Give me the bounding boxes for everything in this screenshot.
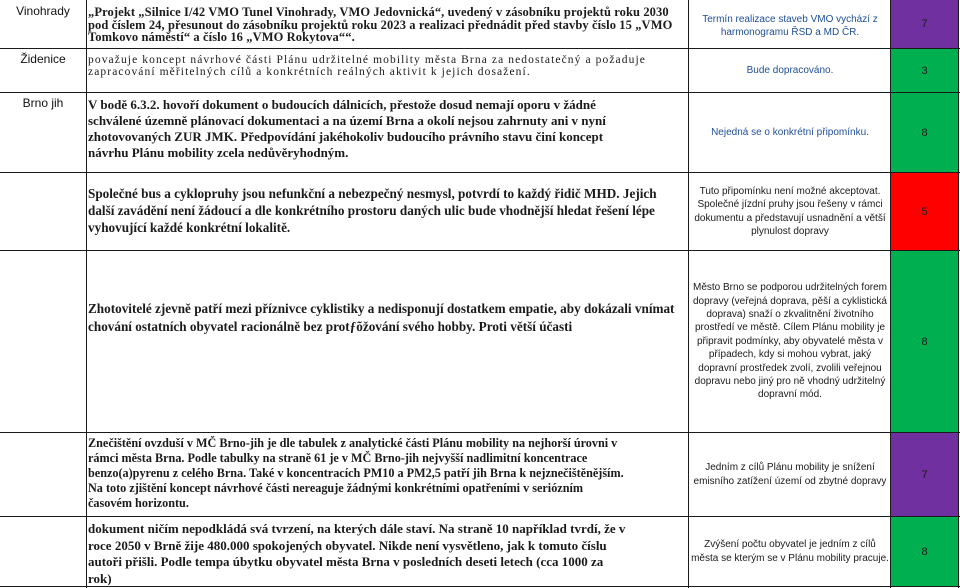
response-text: Bude dopracováno. [746,64,834,76]
comment-scan: „Projekt „Silnice I/42 VMO Tunel Vinohrady, VMO Jedovnická“, uvedený v zásobníku projektů roku 2030 pod číslem 24, přesunout do zásobníku projektů roku 2023 a realizaci přednádit před stavby číslo 15 „VMO Tomkovo náměstí“ a číslo 16 „VMO Rokytova““. [88,6,688,46]
municipality-label: Brno jih [22,96,64,110]
comment-scan: dokument ničím nepodkládá svá tvrzení, na kterých dále staví. Na straně 10 například tvrdí, že v roce 2050 v Brně žije 480.000 spokojených obyvatel. Nikde není vysvětleno, jak k tomuto číslu autoři přišli. Podle tempa úbytku obyvatel města Brna v posledních deseti letech (cca 1000 za rok) [88,521,628,585]
score-cell: 3 [891,49,958,92]
municipality-label: Vinohrady [16,4,70,18]
score-cell: 8 [891,517,958,586]
column-divider [958,0,959,588]
score-cell: 7 [891,433,958,516]
response-text: Tuto připomínku není možné akceptovat. Společné jízdní pruhy jsou řešeny v rámci dokumentu a představují usnadnění a větší plynulost dopravy [694,185,886,237]
comment-scan: považuje koncept návrhové části Plánu udržitelné mobility města Brna za nedostatečný a požaduje zapracování měřitelných cílů a konkrétních reálných aktivit k jejich dosažení. [88,55,688,91]
score-cell: 5 [891,173,958,250]
municipality-label: Židenice [20,52,66,66]
response-text: Termín realizace staveb VMO vychází z harmonogramu ŘSD a MD ČR. [702,13,878,38]
response-text: Město Brno se podporou udržitelných forem dopravy (veřejná doprava, pěší a cyklistická doprava) snaží o zkvalitnění životního prostředí ve městě. Cílem Plánu mobility je připravit podmínky, aby obyvatelé města v případech, kdy si mohou vybrat, jaký dopravní prostředek zvolí, zvolili veřejnou dopravu nebo jiný pro ně vhodný udržitelný dopravní mód. [693,282,887,401]
response-text: Nejedná se o konkrétní připomínku. [711,126,869,138]
score-cell: 8 [891,93,958,172]
response-text: Jedním z cílů Plánu mobility je snížení emisního zatížení území od zbytné dopravy [693,462,887,487]
comment-scan: Znečištění ovzduší v MČ Brno-jih je dle tabulek z analytické části Plánu mobility na nejhorší úrovni v rámci města Brna. Podle tabulky na straně 61 je v MČ Brno-jih nejvyšší nadlimitní koncentrace benzo(a)pyrenu z celého Brna. Také v koncentracích PM10 a PM2,5 patří jih Brna k nejznečištěnějším. Na toto zjištění koncept návrhové části nereaguje žádnými konkrétními opatřeními v seriózním časovém horizontu. [88,436,628,512]
score-cell: 7 [891,0,958,48]
response-text: Zvýšení počtu obyvatel je jedním z cílů města se kterým se v Plánu mobility pracuje. [691,539,889,564]
comment-scan: Zhotovitelé zjevně patří mezi příznivce cyklistiky a nedisponují dostatkem empatie, aby dokázali vnímat chování ostatních obyvatel racionálně bez protƒõžování svého hobby. Proti větší účasti [88,300,678,340]
comment-scan: Společné bus a cyklopruhy jsou nefunkční a nebezpečný nesmysl, potvrdí to každý řidič MHD. Jejich další zavádění není žádoucí a dle konkrétního prostoru daných ulic bude vhodnější hledat řešení lépe vyhovující každé konkrétní lokalitě. [88,185,678,237]
comment-scan: V bodě 6.3.2. hovoří dokument o budoucích dálnicích, přestože dosud nemají oporu v žádné schválené územně plánovací dokumentaci a na území Brna a okolí nejsou zahrnuty ani v nyní zhotovovaných ZUR JMK. Předpovídání jakéhokoliv budoucího právního stavu činí koncept návrhu Plánu mobility zcela nedůvěryhodným. [88,97,608,161]
row-divider [0,586,960,587]
column-divider [688,0,689,588]
column-divider [86,0,87,588]
score-cell: 8 [891,251,958,432]
